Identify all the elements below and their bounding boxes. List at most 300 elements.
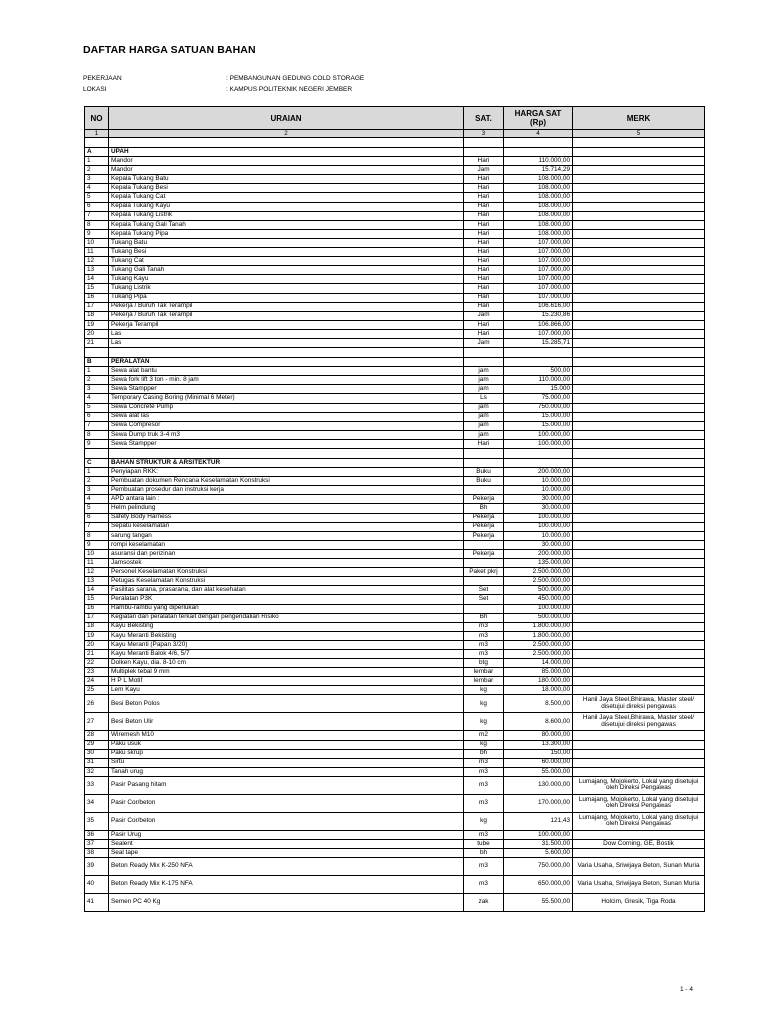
empty-cell bbox=[573, 358, 705, 367]
item-uraian: Sewa Stampper bbox=[109, 439, 464, 448]
item-no: 3 bbox=[85, 175, 109, 184]
item-harga: 8.500,00 bbox=[504, 695, 573, 713]
item-uraian: Pasir Cor/beton bbox=[109, 794, 464, 812]
item-harga: 1.800.000,00 bbox=[504, 631, 573, 640]
item-uraian: Sewa alat bantu bbox=[109, 367, 464, 376]
item-uraian: Kayu Bekisting bbox=[109, 622, 464, 631]
item-harga: 106.866,00 bbox=[504, 320, 573, 329]
item-harga: 200.000,00 bbox=[504, 468, 573, 477]
item-uraian: Las bbox=[109, 329, 464, 338]
info-value: : PEMBANGUNAN GEDUNG COLD STORAGE bbox=[226, 75, 365, 82]
table-row bbox=[85, 367, 705, 376]
item-harga: 10.000,00 bbox=[504, 477, 573, 486]
item-merk bbox=[573, 631, 705, 640]
item-no: 39 bbox=[85, 858, 109, 876]
item-no: 23 bbox=[85, 668, 109, 677]
item-harga: 121,43 bbox=[504, 812, 573, 830]
item-harga: 15.000,00 bbox=[504, 412, 573, 421]
item-sat: Hari bbox=[464, 248, 504, 257]
item-uraian: Pasir Cor/beton bbox=[109, 812, 464, 830]
item-sat: jam bbox=[464, 385, 504, 394]
table-row bbox=[85, 640, 705, 649]
table-row bbox=[85, 394, 705, 403]
table-row bbox=[85, 421, 705, 430]
item-merk bbox=[573, 193, 705, 202]
item-uraian: Mandor bbox=[109, 166, 464, 175]
info-label: PEKERJAAN bbox=[83, 75, 122, 82]
empty-cell bbox=[109, 348, 464, 358]
item-no: 21 bbox=[85, 338, 109, 347]
price-table bbox=[84, 106, 705, 912]
item-no: 14 bbox=[85, 586, 109, 595]
item-no: 35 bbox=[85, 812, 109, 830]
item-no: 7 bbox=[85, 421, 109, 430]
header-merk: MERK bbox=[573, 107, 705, 130]
item-uraian: Pembuatan prosedur dan instruksi kerja bbox=[109, 486, 464, 495]
item-sat: m3 bbox=[464, 767, 504, 776]
item-harga: 18.000,00 bbox=[504, 686, 573, 695]
item-uraian: Kepala Tukang Batu bbox=[109, 175, 464, 184]
item-harga: 100.000,00 bbox=[504, 439, 573, 448]
item-sat: Hari bbox=[464, 284, 504, 293]
item-sat: Pekerja bbox=[464, 531, 504, 540]
item-merk bbox=[573, 367, 705, 376]
item-no: 34 bbox=[85, 794, 109, 812]
table-row bbox=[85, 311, 705, 320]
empty-cell bbox=[573, 138, 705, 148]
item-sat: lembar bbox=[464, 668, 504, 677]
table-row bbox=[85, 293, 705, 302]
item-uraian: rompi keselamatan bbox=[109, 540, 464, 549]
item-sat: jam bbox=[464, 430, 504, 439]
item-merk bbox=[573, 749, 705, 758]
table-row bbox=[85, 495, 705, 504]
item-merk bbox=[573, 622, 705, 631]
header-no: NO bbox=[85, 107, 109, 130]
item-no: 4 bbox=[85, 184, 109, 193]
item-harga: 130.000,00 bbox=[504, 776, 573, 794]
item-uraian: Tukang Besi bbox=[109, 248, 464, 257]
item-merk bbox=[573, 849, 705, 858]
item-no: 12 bbox=[85, 257, 109, 266]
item-no: 10 bbox=[85, 549, 109, 558]
item-no: 19 bbox=[85, 631, 109, 640]
item-merk bbox=[573, 275, 705, 284]
table-row bbox=[85, 812, 705, 830]
item-sat: Buku bbox=[464, 468, 504, 477]
table-row bbox=[85, 211, 705, 220]
item-no: 14 bbox=[85, 275, 109, 284]
item-uraian: Personel Keselamatan Konstruksi bbox=[109, 568, 464, 577]
item-merk bbox=[573, 430, 705, 439]
item-sat: m3 bbox=[464, 776, 504, 794]
header-harga bbox=[504, 107, 573, 130]
item-sat bbox=[464, 559, 504, 568]
item-merk bbox=[573, 504, 705, 513]
empty-cell bbox=[464, 348, 504, 358]
item-no: 21 bbox=[85, 649, 109, 658]
item-harga: 15.230,86 bbox=[504, 311, 573, 320]
item-harga: 107.000,00 bbox=[504, 257, 573, 266]
item-harga: 100.000,00 bbox=[504, 604, 573, 613]
item-merk bbox=[573, 568, 705, 577]
column-index: 5 bbox=[573, 130, 705, 138]
section-name: PERALATAN bbox=[109, 358, 464, 367]
item-merk bbox=[573, 248, 705, 257]
table-row bbox=[85, 248, 705, 257]
item-no: 3 bbox=[85, 385, 109, 394]
table-row bbox=[85, 686, 705, 695]
empty-cell bbox=[504, 138, 573, 148]
item-no: 25 bbox=[85, 686, 109, 695]
item-uraian: Kayu Meranti Bekisting bbox=[109, 631, 464, 640]
item-merk bbox=[573, 767, 705, 776]
table-row bbox=[85, 677, 705, 686]
item-no: 36 bbox=[85, 830, 109, 839]
table-row bbox=[85, 184, 705, 193]
item-no: 32 bbox=[85, 767, 109, 776]
item-merk bbox=[573, 686, 705, 695]
item-uraian: Sewa Stampper bbox=[109, 385, 464, 394]
item-no: 19 bbox=[85, 320, 109, 329]
item-uraian: Safety Body Harness bbox=[109, 513, 464, 522]
item-harga: 2.500.000,00 bbox=[504, 577, 573, 586]
column-index: 2 bbox=[109, 130, 464, 138]
table-row bbox=[85, 740, 705, 749]
item-merk bbox=[573, 486, 705, 495]
item-harga: 10.000,00 bbox=[504, 531, 573, 540]
item-no: 1 bbox=[85, 367, 109, 376]
item-merk: Hanil Jaya Steel,Bhirawa, Master steel/ disetujui direksi pengawas bbox=[573, 695, 705, 713]
item-uraian: Pasir Urug bbox=[109, 830, 464, 839]
item-merk bbox=[573, 257, 705, 266]
item-sat: Ls bbox=[464, 394, 504, 403]
table-row bbox=[85, 622, 705, 631]
table-row-spacer bbox=[85, 449, 705, 459]
item-uraian: H P L Motif bbox=[109, 677, 464, 686]
item-harga: 5.600,00 bbox=[504, 849, 573, 858]
table-row bbox=[85, 403, 705, 412]
section-row bbox=[85, 358, 705, 367]
item-sat: m3 bbox=[464, 876, 504, 894]
item-harga: 108.000,00 bbox=[504, 211, 573, 220]
item-no: 16 bbox=[85, 293, 109, 302]
item-merk bbox=[573, 320, 705, 329]
item-harga: 107.000,00 bbox=[504, 284, 573, 293]
item-no: 16 bbox=[85, 604, 109, 613]
item-merk: Varia Usaha, Sriwijaya Beton, Sunan Muria bbox=[573, 858, 705, 876]
item-merk bbox=[573, 731, 705, 740]
item-merk bbox=[573, 577, 705, 586]
table-row bbox=[85, 338, 705, 347]
item-harga: 8.600,00 bbox=[504, 713, 573, 731]
item-uraian: Beton Ready Mix K-175 NFA bbox=[109, 876, 464, 894]
item-sat: Hari bbox=[464, 257, 504, 266]
item-uraian: Beton Ready Mix K-250 NFA bbox=[109, 858, 464, 876]
empty-cell bbox=[85, 138, 109, 148]
item-uraian: Paku usuk bbox=[109, 740, 464, 749]
item-merk bbox=[573, 211, 705, 220]
item-merk: Hanil Jaya Steel,Bhirawa, Master steel/ disetujui direksi pengawas bbox=[573, 713, 705, 731]
item-merk: Dow Corning, GE, Bostik bbox=[573, 840, 705, 849]
item-no: 24 bbox=[85, 677, 109, 686]
item-uraian: Sirtu bbox=[109, 758, 464, 767]
item-no: 8 bbox=[85, 430, 109, 439]
item-sat: Jam bbox=[464, 166, 504, 175]
table-header-row bbox=[85, 107, 705, 130]
item-sat: jam bbox=[464, 376, 504, 385]
item-harga: 14.000,00 bbox=[504, 659, 573, 668]
item-merk bbox=[573, 495, 705, 504]
table-row bbox=[85, 439, 705, 448]
item-no: 37 bbox=[85, 840, 109, 849]
table-row bbox=[85, 302, 705, 311]
item-uraian: Pembuatan dokumen Rencana Keselamatan Konstruksi bbox=[109, 477, 464, 486]
item-no: 2 bbox=[85, 376, 109, 385]
item-uraian: Tanah urug bbox=[109, 767, 464, 776]
empty-cell bbox=[504, 459, 573, 468]
item-harga: 150,00 bbox=[504, 749, 573, 758]
item-merk bbox=[573, 385, 705, 394]
table-row bbox=[85, 412, 705, 421]
table-row bbox=[85, 166, 705, 175]
item-no: 27 bbox=[85, 713, 109, 731]
item-merk bbox=[573, 659, 705, 668]
item-no: 5 bbox=[85, 193, 109, 202]
table-row bbox=[85, 876, 705, 894]
item-harga: 110.000,00 bbox=[504, 376, 573, 385]
item-harga: 85.000,00 bbox=[504, 668, 573, 677]
item-harga: 108.000,00 bbox=[504, 184, 573, 193]
item-uraian: Multiplek tebal 9 mm bbox=[109, 668, 464, 677]
empty-cell bbox=[109, 449, 464, 459]
item-harga: 107.000,00 bbox=[504, 329, 573, 338]
item-uraian: Sewa fork lift 3 ton - min. 8 jam bbox=[109, 376, 464, 385]
item-harga: 2.500.000,00 bbox=[504, 640, 573, 649]
item-sat: Hari bbox=[464, 229, 504, 238]
section-name: UPAH bbox=[109, 148, 464, 157]
table-row bbox=[85, 858, 705, 876]
item-harga: 30.000,00 bbox=[504, 495, 573, 504]
item-uraian: Tukang Batu bbox=[109, 238, 464, 247]
item-harga: 107.000,00 bbox=[504, 275, 573, 284]
table-row bbox=[85, 767, 705, 776]
item-no: 8 bbox=[85, 220, 109, 229]
table-row bbox=[85, 695, 705, 713]
item-uraian: Fasilitas sarana, prasarana, dan alat kesehatan bbox=[109, 586, 464, 595]
table-row bbox=[85, 758, 705, 767]
item-no: 30 bbox=[85, 749, 109, 758]
document-title: DAFTAR HARGA SATUAN BAHAN bbox=[83, 44, 256, 56]
item-merk bbox=[573, 531, 705, 540]
item-sat: m3 bbox=[464, 640, 504, 649]
table-row bbox=[85, 157, 705, 166]
item-sat: Bh bbox=[464, 613, 504, 622]
item-sat: Hari bbox=[464, 157, 504, 166]
section-code: B bbox=[85, 358, 109, 367]
item-harga: 80.000,00 bbox=[504, 731, 573, 740]
table-row bbox=[85, 220, 705, 229]
item-no: 9 bbox=[85, 540, 109, 549]
item-no: 6 bbox=[85, 202, 109, 211]
empty-cell bbox=[504, 148, 573, 157]
item-no: 5 bbox=[85, 403, 109, 412]
item-no: 12 bbox=[85, 568, 109, 577]
table-row bbox=[85, 329, 705, 338]
table-row bbox=[85, 776, 705, 794]
empty-cell bbox=[464, 358, 504, 367]
item-harga: 100.000,00 bbox=[504, 522, 573, 531]
item-uraian: Pekerja / Buruh Tak Terampil bbox=[109, 311, 464, 320]
item-sat: Pekerja bbox=[464, 513, 504, 522]
item-merk bbox=[573, 202, 705, 211]
item-merk bbox=[573, 184, 705, 193]
item-merk bbox=[573, 229, 705, 238]
item-sat: m3 bbox=[464, 622, 504, 631]
item-merk bbox=[573, 302, 705, 311]
item-merk bbox=[573, 740, 705, 749]
item-uraian: Kepala Tukang Cat bbox=[109, 193, 464, 202]
item-merk bbox=[573, 284, 705, 293]
item-harga: 31.500,00 bbox=[504, 840, 573, 849]
empty-cell bbox=[464, 449, 504, 459]
item-merk bbox=[573, 238, 705, 247]
item-harga: 170.000,00 bbox=[504, 794, 573, 812]
item-no: 4 bbox=[85, 495, 109, 504]
empty-cell bbox=[85, 449, 109, 459]
item-uraian: Peralatan P3K bbox=[109, 595, 464, 604]
item-no: 2 bbox=[85, 166, 109, 175]
item-no: 7 bbox=[85, 522, 109, 531]
item-no: 6 bbox=[85, 412, 109, 421]
item-no: 18 bbox=[85, 311, 109, 320]
table-row bbox=[85, 577, 705, 586]
table-row-spacer bbox=[85, 138, 705, 148]
item-harga: 107.000,00 bbox=[504, 248, 573, 257]
item-no: 28 bbox=[85, 731, 109, 740]
table-row bbox=[85, 275, 705, 284]
table-row bbox=[85, 549, 705, 558]
item-merk: Lumajang, Mojokerto, Lokal yang disetujui oleh Direksi Pengawas bbox=[573, 776, 705, 794]
item-merk: Lumajang, Mojokerto, Lokal yang disetujui oleh Direksi Pengawas bbox=[573, 794, 705, 812]
item-no: 11 bbox=[85, 559, 109, 568]
item-no: 33 bbox=[85, 776, 109, 794]
item-harga: 180.000,00 bbox=[504, 677, 573, 686]
item-uraian: Tukang Cat bbox=[109, 257, 464, 266]
item-uraian: asuransi dan perizinan bbox=[109, 549, 464, 558]
item-no: 1 bbox=[85, 157, 109, 166]
table-row bbox=[85, 713, 705, 731]
table-row bbox=[85, 731, 705, 740]
item-sat: kg bbox=[464, 812, 504, 830]
item-sat: Jam bbox=[464, 311, 504, 320]
item-uraian: Sealent bbox=[109, 840, 464, 849]
item-sat: kg bbox=[464, 686, 504, 695]
item-merk bbox=[573, 293, 705, 302]
item-sat: Set bbox=[464, 595, 504, 604]
table-row bbox=[85, 376, 705, 385]
item-harga: 750.000,00 bbox=[504, 403, 573, 412]
item-no: 41 bbox=[85, 894, 109, 912]
header-uraian: URAIAN bbox=[109, 107, 464, 130]
item-sat: jam bbox=[464, 367, 504, 376]
item-no: 20 bbox=[85, 329, 109, 338]
item-harga: 500.000,00 bbox=[504, 586, 573, 595]
item-harga: 500.000,00 bbox=[504, 613, 573, 622]
item-uraian: Besi Beton Ulir bbox=[109, 713, 464, 731]
item-no: 31 bbox=[85, 758, 109, 767]
empty-cell bbox=[464, 138, 504, 148]
item-no: 10 bbox=[85, 238, 109, 247]
empty-cell bbox=[504, 348, 573, 358]
table-row bbox=[85, 284, 705, 293]
item-sat: Pekerja bbox=[464, 522, 504, 531]
item-no: 2 bbox=[85, 477, 109, 486]
item-uraian: Besi Beton Polos bbox=[109, 695, 464, 713]
item-harga: 15.285,71 bbox=[504, 338, 573, 347]
item-harga: 108.000,00 bbox=[504, 202, 573, 211]
item-sat: Hari bbox=[464, 293, 504, 302]
empty-cell bbox=[85, 348, 109, 358]
item-uraian: Mandor bbox=[109, 157, 464, 166]
item-uraian: Kepala Tukang Gali Tanah bbox=[109, 220, 464, 229]
table-row bbox=[85, 631, 705, 640]
empty-cell bbox=[573, 348, 705, 358]
item-merk bbox=[573, 412, 705, 421]
item-uraian: Sepatu keselamatan bbox=[109, 522, 464, 531]
item-no: 7 bbox=[85, 211, 109, 220]
item-uraian: Pekerja Terampil bbox=[109, 320, 464, 329]
table-row bbox=[85, 531, 705, 540]
item-sat: Hari bbox=[464, 302, 504, 311]
table-row bbox=[85, 238, 705, 247]
item-uraian: Petugas Keselamatan Konstruksi bbox=[109, 577, 464, 586]
item-harga: 100.000,00 bbox=[504, 430, 573, 439]
item-no: 11 bbox=[85, 248, 109, 257]
item-harga: 1.800.000,00 bbox=[504, 622, 573, 631]
item-harga: 30.000,00 bbox=[504, 504, 573, 513]
item-sat: m3 bbox=[464, 830, 504, 839]
item-uraian: Paku skrup bbox=[109, 749, 464, 758]
table-row bbox=[85, 320, 705, 329]
table-row bbox=[85, 430, 705, 439]
item-harga: 500,00 bbox=[504, 367, 573, 376]
item-sat: Jam bbox=[464, 338, 504, 347]
item-merk bbox=[573, 640, 705, 649]
item-sat: Paket pkrj bbox=[464, 568, 504, 577]
section-code: C bbox=[85, 459, 109, 468]
item-merk bbox=[573, 613, 705, 622]
item-uraian: Kepala Tukang Listrik bbox=[109, 211, 464, 220]
table-row bbox=[85, 522, 705, 531]
table-row bbox=[85, 513, 705, 522]
item-uraian: Lem Kayu bbox=[109, 686, 464, 695]
item-merk bbox=[573, 311, 705, 320]
item-merk bbox=[573, 559, 705, 568]
table-row bbox=[85, 840, 705, 849]
table-row bbox=[85, 749, 705, 758]
column-index: 1 bbox=[85, 130, 109, 138]
item-sat: m3 bbox=[464, 858, 504, 876]
item-sat: m3 bbox=[464, 794, 504, 812]
table-body bbox=[85, 138, 705, 912]
item-harga: 110.000,00 bbox=[504, 157, 573, 166]
table-row bbox=[85, 477, 705, 486]
table-row bbox=[85, 385, 705, 394]
item-sat: Hari bbox=[464, 320, 504, 329]
item-merk: Holcim, Gresik, Tiga Roda bbox=[573, 894, 705, 912]
table-row bbox=[85, 202, 705, 211]
